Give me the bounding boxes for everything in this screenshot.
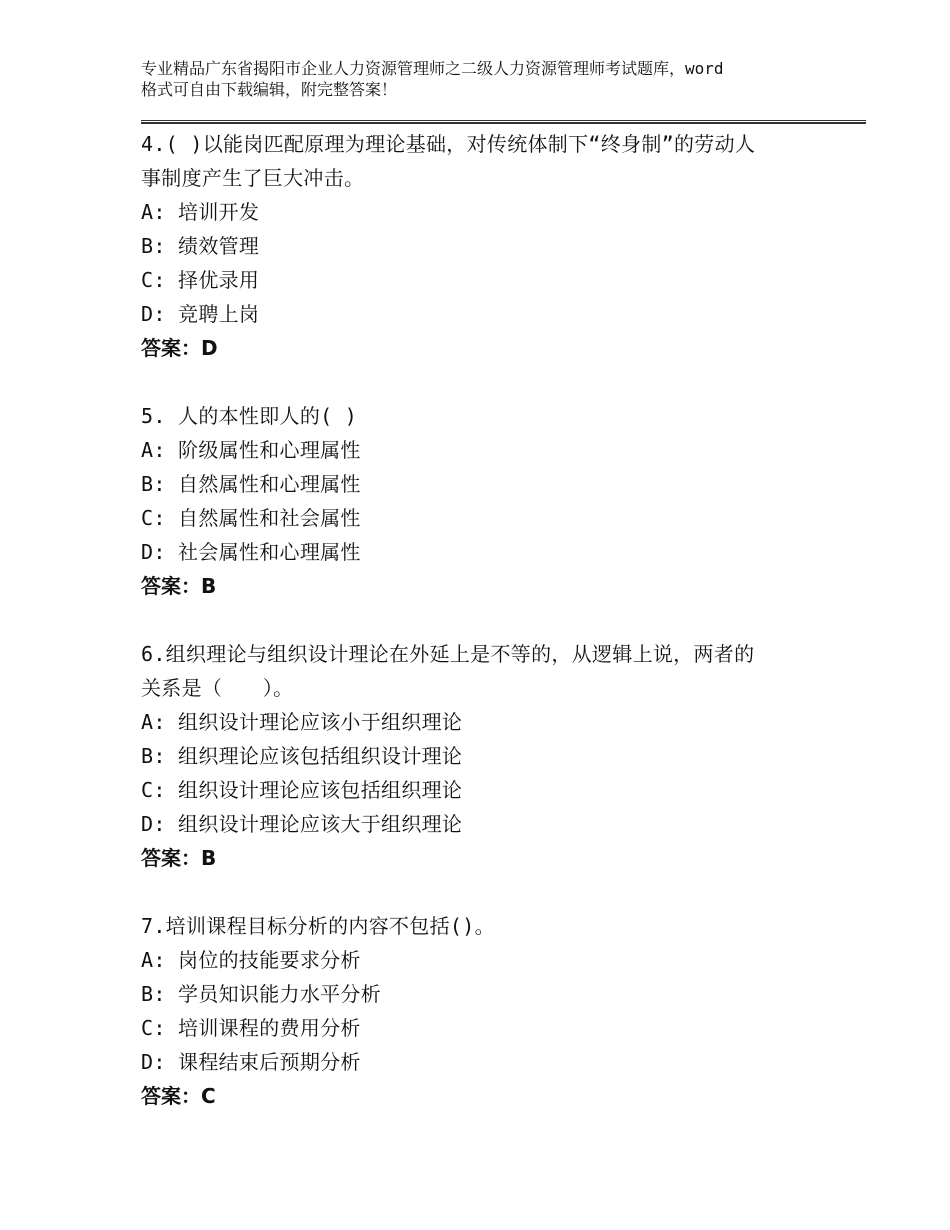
answer: 答案：C: [141, 1084, 216, 1108]
option-a: A: 岗位的技能要求分析: [141, 948, 361, 972]
option-d: D: 社会属性和心理属性: [141, 540, 361, 564]
answer: 答案：D: [141, 336, 218, 360]
question-stem: 5. 人的本性即人的( ): [141, 404, 358, 428]
question-stem: 7.培训课程目标分析的内容不包括()。: [141, 914, 495, 938]
question-6: [141, 637, 841, 875]
header-line-2: 格式可自由下载编辑，附完整答案！: [141, 80, 398, 99]
document-header: [141, 58, 841, 100]
answer: 答案：B: [141, 574, 217, 598]
option-d: D: 竞聘上岗: [141, 302, 260, 326]
option-c: C: 组织设计理论应该包括组织理论: [141, 778, 463, 802]
option-c: C: 自然属性和社会属性: [141, 506, 361, 530]
question-stem: 6.组织理论与组织设计理论在外延上是不等的，从逻辑上说，两者的: [141, 642, 755, 666]
option-a: A: 阶级属性和心理属性: [141, 438, 361, 462]
option-d: D: 课程结束后预期分析: [141, 1050, 361, 1074]
header-line-1: 专业精品广东省揭阳市企业人力资源管理师之二级人力资源管理师考试题库，word: [141, 59, 724, 78]
answer: 答案：B: [141, 846, 217, 870]
option-a: A: 组织设计理论应该小于组织理论: [141, 710, 463, 734]
option-b: B: 自然属性和心理属性: [141, 472, 361, 496]
option-c: C: 择优录用: [141, 268, 260, 292]
option-b: B: 组织理论应该包括组织设计理论: [141, 744, 463, 768]
option-b: B: 绩效管理: [141, 234, 260, 258]
option-c: C: 培训课程的费用分析: [141, 1016, 361, 1040]
question-stem: 4.( )以能岗匹配原理为理论基础，对传统体制下“终身制”的劳动人: [141, 132, 756, 156]
question-5: [141, 399, 841, 603]
option-d: D: 组织设计理论应该大于组织理论: [141, 812, 463, 836]
question-stem: 关系是（ ）。: [141, 676, 294, 700]
question-4: [141, 127, 841, 365]
question-7: [141, 909, 841, 1113]
question-stem: 事制度产生了巨大冲击。: [141, 166, 365, 190]
question-list: [141, 127, 841, 1147]
option-a: A: 培训开发: [141, 200, 260, 224]
option-b: B: 学员知识能力水平分析: [141, 982, 382, 1006]
header-divider: [141, 120, 866, 124]
